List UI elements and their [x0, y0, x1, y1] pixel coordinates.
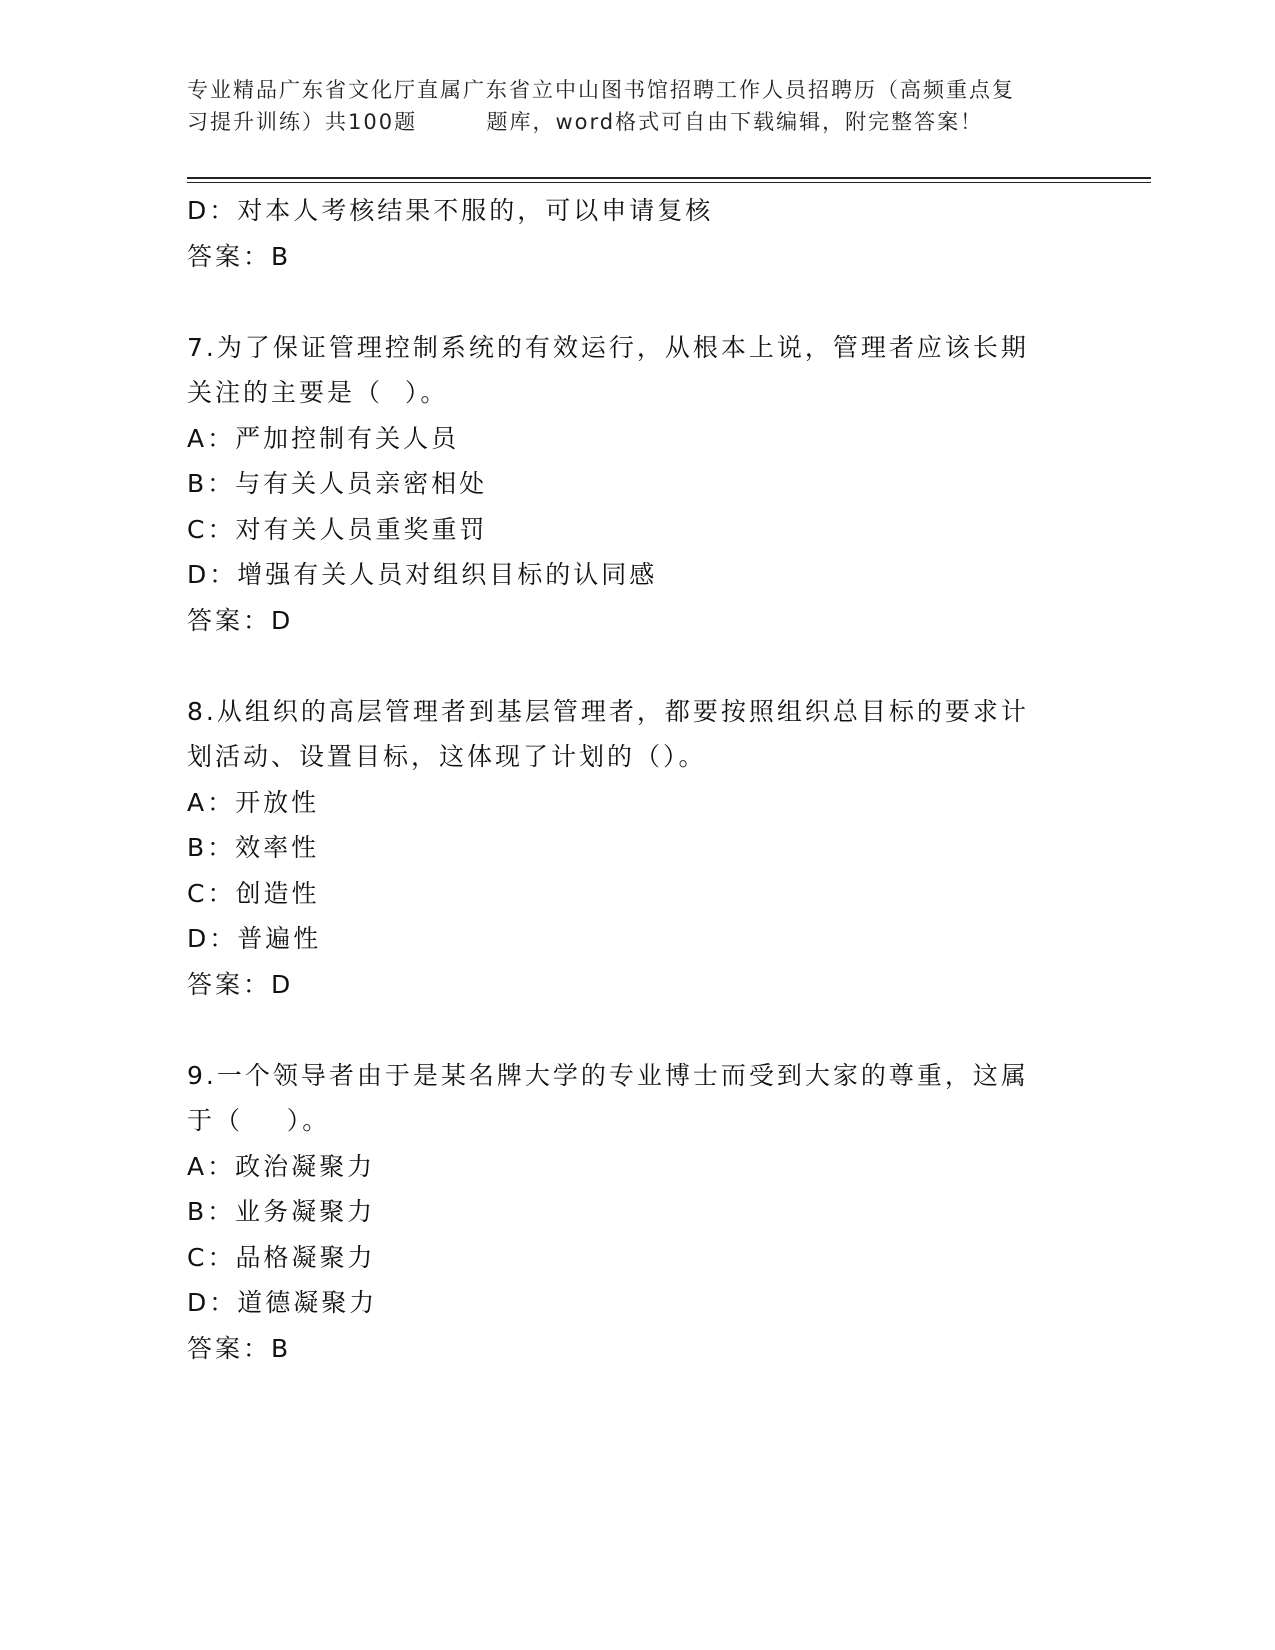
option-d: D：增强有关人员对组织目标的认同感: [187, 560, 658, 589]
header-rule-thin: [187, 182, 1151, 183]
answer: 答案：B: [187, 241, 292, 271]
previous-question-tail: [187, 188, 1087, 279]
answer: 答案：B: [187, 1333, 292, 1363]
option-a: A：严加控制有关人员: [187, 423, 460, 453]
option-b: B：效率性: [187, 833, 320, 862]
option-c: C：对有关人员重奖重罚: [187, 514, 488, 544]
option-c: C：品格凝聚力: [187, 1242, 376, 1272]
option-a: A：政治凝聚力: [187, 1151, 376, 1181]
header-title-line-2: 习提升训练）共100题 题库，word格式可自由下载编辑，附完整答案！: [187, 110, 984, 134]
question-stem-continued: 于（ ）。: [187, 1106, 331, 1135]
question-8: [187, 689, 1087, 1008]
question-stem-continued: 划活动、设置目标，这体现了计划的（）。: [187, 742, 707, 771]
option-d: D：道德凝聚力: [187, 1288, 378, 1317]
option-d: D：普遍性: [187, 924, 322, 953]
option-c: C：创造性: [187, 878, 320, 908]
answer: 答案：D: [187, 605, 294, 635]
question-9: [187, 1053, 1087, 1372]
option-b: B：与有关人员亲密相处: [187, 469, 488, 498]
question-stem-continued: 关注的主要是（ ）。: [187, 378, 449, 407]
question-list: [187, 188, 1087, 1371]
option-b: B：业务凝聚力: [187, 1197, 376, 1226]
page-header: [187, 74, 1107, 138]
option-a: A：开放性: [187, 787, 320, 817]
option-d: D：对本人考核结果不服的，可以申请复核: [187, 196, 714, 225]
question-7: [187, 325, 1087, 644]
question-stem: 8.从组织的高层管理者到基层管理者，都要按照组织总目标的要求计: [187, 696, 1029, 726]
answer: 答案：D: [187, 969, 294, 999]
header-title-line-1: 专业精品广东省文化厅直属广东省立中山图书馆招聘工作人员招聘历（高频重点复: [187, 78, 1015, 102]
question-stem: 9.一个领导者由于是某名牌大学的专业博士而受到大家的尊重，这属: [187, 1060, 1029, 1090]
question-stem: 7.为了保证管理控制系统的有效运行，从根本上说，管理者应该长期: [187, 332, 1029, 362]
header-rule-thick: [187, 177, 1151, 179]
